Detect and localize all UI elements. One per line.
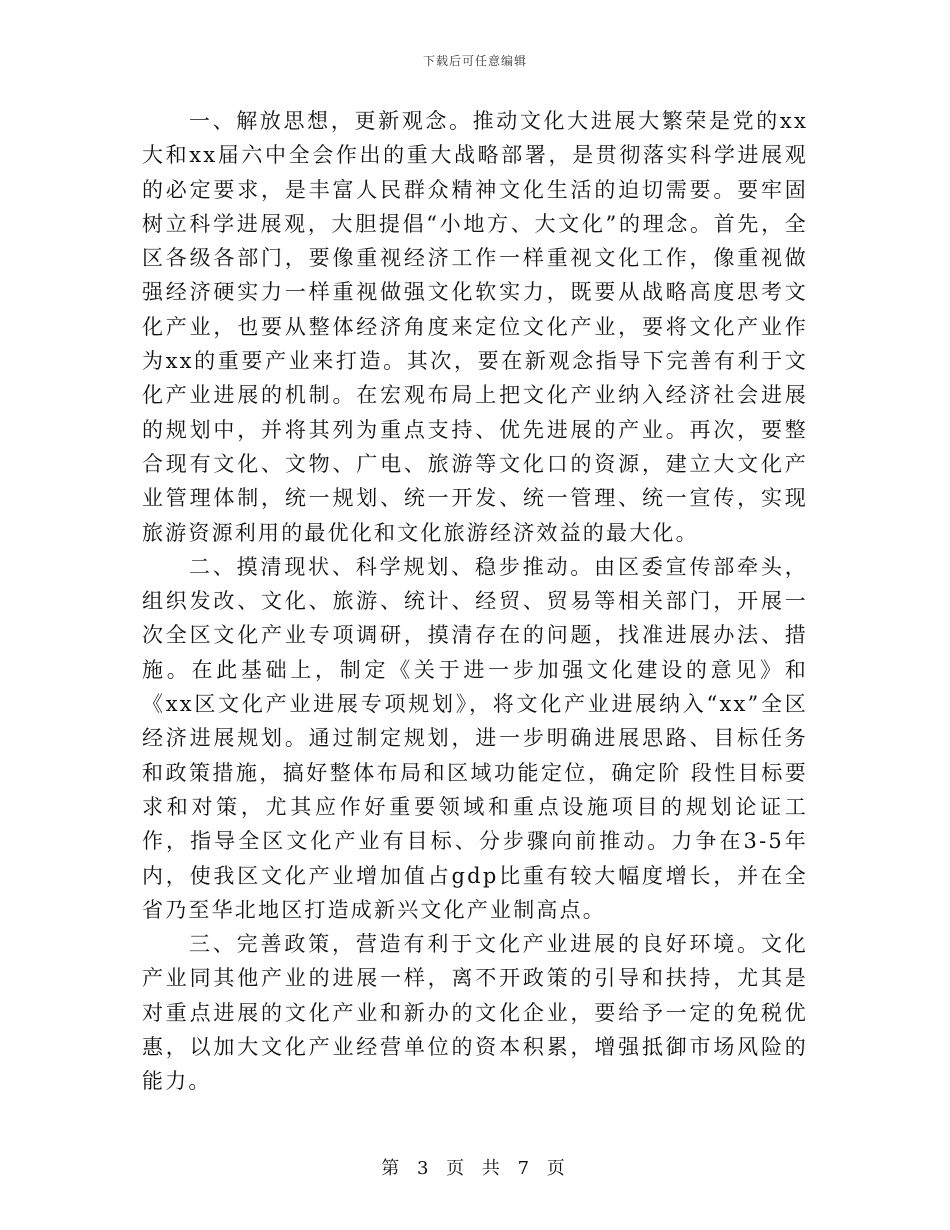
paragraph-1: 一、解放思想，更新观念。推动文化大进展大繁荣是党的xx大和xx届六中全会作出的重大战略部署，是贯彻落实科学进展观的必定要求，是丰富人民群众精神文化生活的迫切需要。要牢固树立科学进展观，大胆提倡“小地方、大文化”的理念。首先，全区各级各部门，要像重视经济工作一样重视文化工作，像重视做强经济硬实力一样重视做强文化软实力，既要从战略高度思考文化产业，也要从整体经济角度来定位文化产业，要将文化产业作为xx的重要产业来打造。其次，要在新观念指导下完善有利于文化产业进展的机制。在宏观布局上把文化产业纳入经济社会进展的规划中，并将其列为重点支持、优先进展的产业。再次，要整合现有文化、文物、广电、旅游等文化口的资源，建立大文化产业管理体制，统一规划、统一开发、统一管理、统一宣传，实现旅游资源利用的最优化和文化旅游经济效益的最大化。 xyxy=(142,109,808,545)
page-number: 第 3 页 共 7 页 xyxy=(381,1158,569,1179)
paragraph-3: 三、完善政策，营造有利于文化产业进展的良好环境。文化产业同其他产业的进展一样，离不开政策的引导和扶持，尤其是对重点进展的文化产业和新办的文化企业，要给予一定的免税优惠，以加大文化产业经营单位的资本积累，增强抵御市场风险的能力。 xyxy=(142,932,808,1094)
document-body xyxy=(142,104,808,1099)
page-header: 下载后可任意编辑 xyxy=(422,54,527,68)
paragraph-2: 二、摸清现状、科学规划、稳步推动。由区委宣传部牵头，组织发改、文化、旅游、统计、经贸、贸易等相关部门，开展一次全区文化产业专项调研，摸清存在的问题，找准进展办法、措施。在此基础上，制定《关于进一步加强文化建设的意见》和《xx区文化产业进展专项规划》，将文化产业进展纳入“xx”全区经济进展规划。通过制定规划，进一步明确进展思路、目标任务和政策措施，搞好整体布局和区域功能定位，确定阶 段性目标要求和对策，尤其应作好重要领域和重点设施项目的规划论证工作，指导全区文化产业有目标、分步骤向前推动。力争在3-5年内，使我区文化产业增加值占gdp比重有较大幅度增长，并在全省乃至华北地区打造成新兴文化产业制高点。 xyxy=(142,554,808,922)
